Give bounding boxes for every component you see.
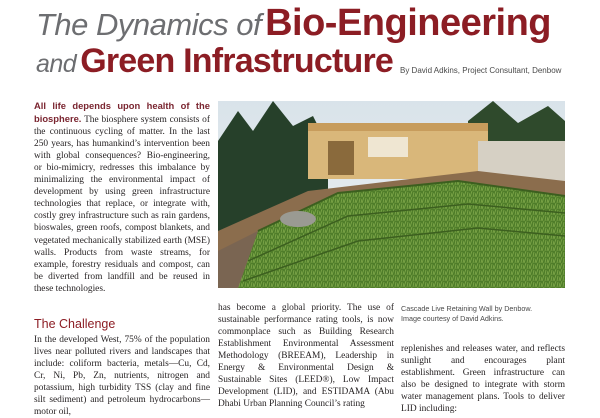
section-heading: The Challenge [34, 317, 116, 331]
section-heading-block [34, 318, 210, 330]
title-line-1 [36, 2, 551, 45]
caption-line-1: Cascade Live Retaining Wall by Denbow. [401, 304, 533, 313]
title-line-2 [36, 42, 393, 81]
retaining-wall-photo [218, 101, 565, 288]
photo-caption [401, 304, 565, 323]
title-main-2: Green Infrastructure [80, 42, 393, 80]
byline: By David Adkins, Project Consultant, Denbow [400, 66, 562, 75]
column-1-intro [34, 100, 210, 295]
column-3-text: replenishes and releases water, and reflects sunlight and encourages plant establishment. Green infrastructure can also be designed to integrate with storm water management plans. Tools to deliver LID including: [401, 344, 565, 415]
title-prefix-2: and [36, 50, 77, 78]
caption-line-2: Image courtesy of David Adkins. [401, 313, 504, 323]
title-prefix-1: The Dynamics of [36, 7, 262, 42]
intro-body: The biosphere system consists of the continuous cycling of matter. In the last 250 years, has humankind’s intervention been with global consequences? Bio-engineering, or bio-mimicry, redresses this imbalance by minimalizing the environmental impact of development by using green infrastructure technologies that replace, or integrate with, costly grey infrastructure such as rain gardens, bioswales, green roofs, compost blankets, and vegetated mechanically stabilized earth (MSE) walls. Products from waste streams, for example, forestry residuals and compost, can be diverted from landfill and be reused in these technologies. [34, 115, 210, 294]
photo-illustration [218, 101, 565, 288]
intro-paragraph [34, 100, 210, 295]
column-2-text: has become a global priority. The use of sustainable performance rating tools, is now commonplace such as Building Research Establishment Environmental Assessment Methodology (BREEAM), Leadership in Energy & Environmental Design & Sustainable Sites (LEED®), Low Impact Development (LID), and ESTIDAMA (Abu Dhabi Urban Planning Council’s rating [218, 303, 394, 410]
title-main-1: Bio-Engineering [265, 2, 552, 44]
lead-in: All life depends upon health of the biosphere. [34, 100, 210, 125]
column-1-challenge-text: In the developed West, 75% of the population lives near polluted rivers and landscapes that include: coliform bacteria, metals—Cu, Cd, Cr, Ni, Pb, Zn, nutrients, nitrogen and potassium, high turbidity TSS (clay and fine silt sediment) and petroleum hydrocarbons—motor oil, [34, 335, 210, 418]
